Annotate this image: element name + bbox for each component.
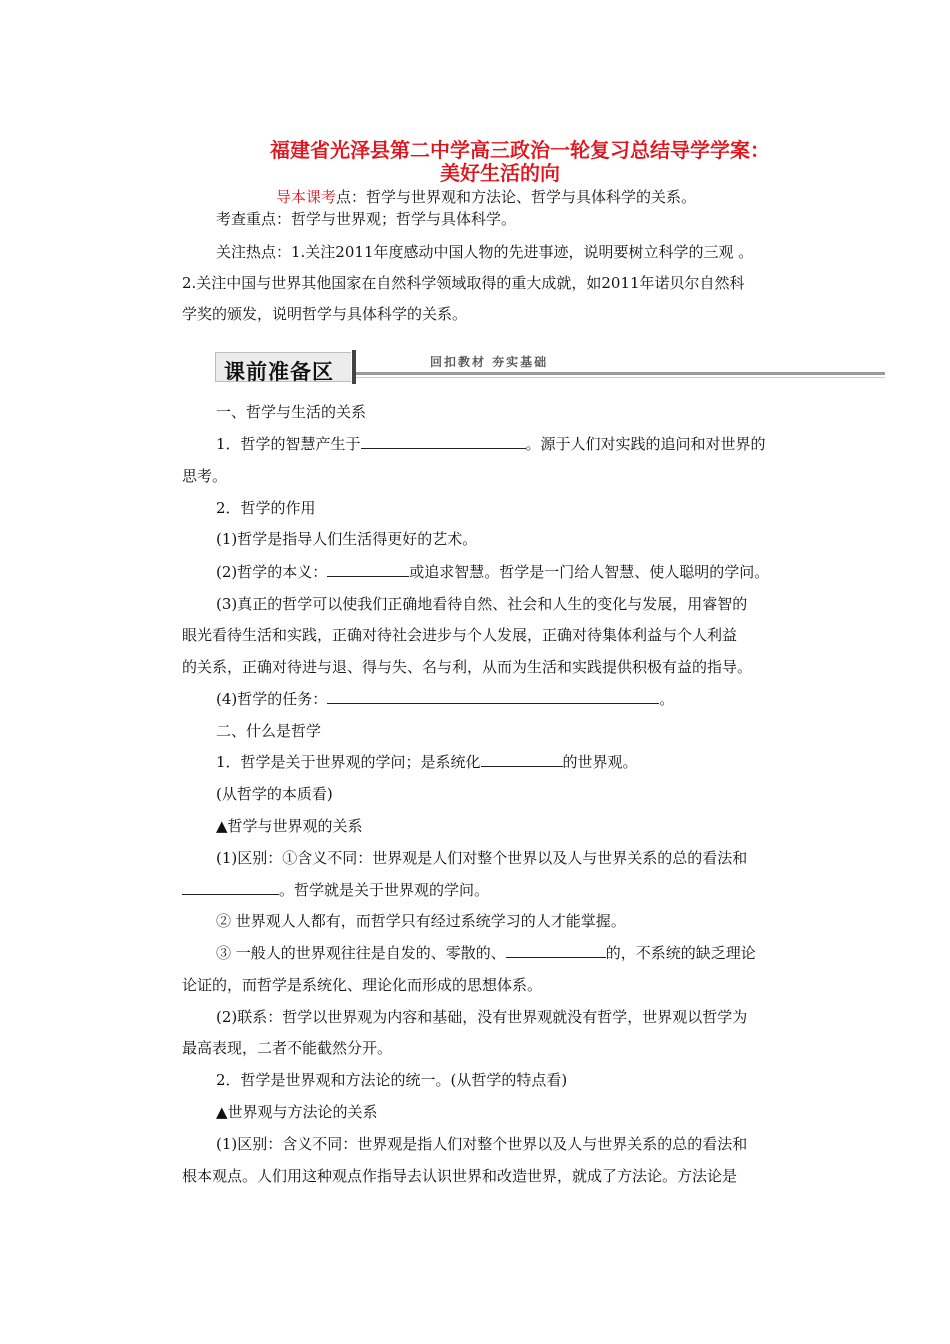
exam-focus: 考查重点：哲学与世界观；哲学与具体科学。 [216, 210, 517, 228]
section-banner [215, 350, 885, 386]
fill-blank[interactable] [327, 562, 409, 577]
banner-label: 课前准备区 [224, 360, 334, 384]
hot-topic-2: 2.关注中国与世界其他国家在自然科学领域取得的重大成就，如2011年诺贝尔自然科 [182, 274, 745, 292]
item-2-2: (2)哲学的本义： 或追求智慧。哲学是一门给人智慧、使人聪明的学问。 [216, 563, 770, 581]
item-r3-cont: 论证的，而哲学是系统化、理论化而形成的思想体系。 [182, 976, 543, 994]
banner-label-box [215, 352, 351, 382]
item-r2: ② 世界观人人都有，而哲学只有经过系统学习的人才能掌握。 [216, 912, 626, 930]
document-title-line1: 福建省光泽县第二中学高三政治一轮复习总结导学学案： [270, 138, 770, 162]
item-r1-cont: 。哲学就是关于世界观的学问。 [182, 880, 489, 900]
item-r4-cont: 最高表现，二者不能截然分开。 [182, 1039, 393, 1057]
hot-topic-3: 学奖的颁发，说明哲学与具体科学的关系。 [182, 305, 468, 323]
item-q1: 1．哲学是关于世界观的学问；是系统化 的世界观。 [216, 753, 638, 771]
item-q1-note: (从哲学的本质看) [216, 785, 333, 803]
item-r3: ③ 一般人的世界观往往是自发的、零散的、 的，不系统的缺乏理论 [216, 944, 756, 962]
item-u1: (1)区别：含义不同：世界观是指人们对整个世界以及人与世界关系的总的看法和 [216, 1135, 748, 1153]
subheading-philosophy-worldview: ▲哲学与世界观的关系 [216, 817, 363, 835]
section-heading-1: 一、哲学与生活的关系 [216, 403, 367, 421]
item-u1-cont: 根本观点。人们用这种观点作指导去认识世界和改造世界，就成了方法论。方法论是 [182, 1167, 738, 1185]
document-title-line2: 美好生活的向 [440, 161, 560, 185]
exam-points-text: 点：哲学与世界观和方法论、哲学与具体科学的关系。 [336, 188, 697, 206]
item-2-3-cont2: 的关系，正确对待进与退、得与失、名与利，从而为生活和实践提供积极有益的指导。 [182, 658, 753, 676]
banner-subtitle: 回扣教材 夯实基础 [430, 355, 549, 369]
item-1: 1．哲学的智慧产生于 。源于人们对实践的追问和对世界的 [216, 435, 766, 453]
item-r1: (1)区别：①含义不同：世界观是人们对整个世界以及人与世界关系的总的看法和 [216, 849, 748, 867]
fill-blank[interactable] [481, 752, 563, 767]
section-heading-2: 二、什么是哲学 [216, 722, 322, 740]
item-q2: 2．哲学是世界观和方法论的统一。(从哲学的特点看) [216, 1071, 568, 1089]
fill-blank[interactable] [506, 943, 606, 958]
item-2-3: (3)真正的哲学可以使我们正确地看待自然、社会和人生的变化与发展，用睿智的 [216, 595, 748, 613]
subheading-worldview-methodology: ▲世界观与方法论的关系 [216, 1103, 378, 1121]
item-2-4: (4)哲学的任务： 。 [216, 690, 675, 708]
exam-points-prefix: 导本课考 [276, 188, 337, 206]
item-2-1: (1)哲学是指导人们生活得更好的艺术。 [216, 530, 478, 548]
fill-blank[interactable] [361, 434, 526, 449]
fill-blank[interactable] [182, 880, 279, 895]
item-1-cont: 思考。 [182, 467, 228, 485]
item-2-3-cont1: 眼光看待生活和实践，正确对待社会进步与个人发展，正确对待集体利益与个人利益 [182, 626, 738, 644]
item-r4: (2)联系：哲学以世界观为内容和基础，没有世界观就没有哲学，世界观以哲学为 [216, 1008, 748, 1026]
exam-points [276, 187, 696, 207]
item-2: 2．哲学的作用 [216, 499, 316, 517]
fill-blank[interactable] [327, 689, 659, 704]
banner-rule-thin [356, 377, 885, 378]
banner-rule [356, 372, 885, 375]
banner-divider [352, 350, 356, 384]
hot-topic-1: 关注热点：1.关注2011年度感动中国人物的先进事迹，说明要树立科学的三观 。 [216, 243, 754, 261]
